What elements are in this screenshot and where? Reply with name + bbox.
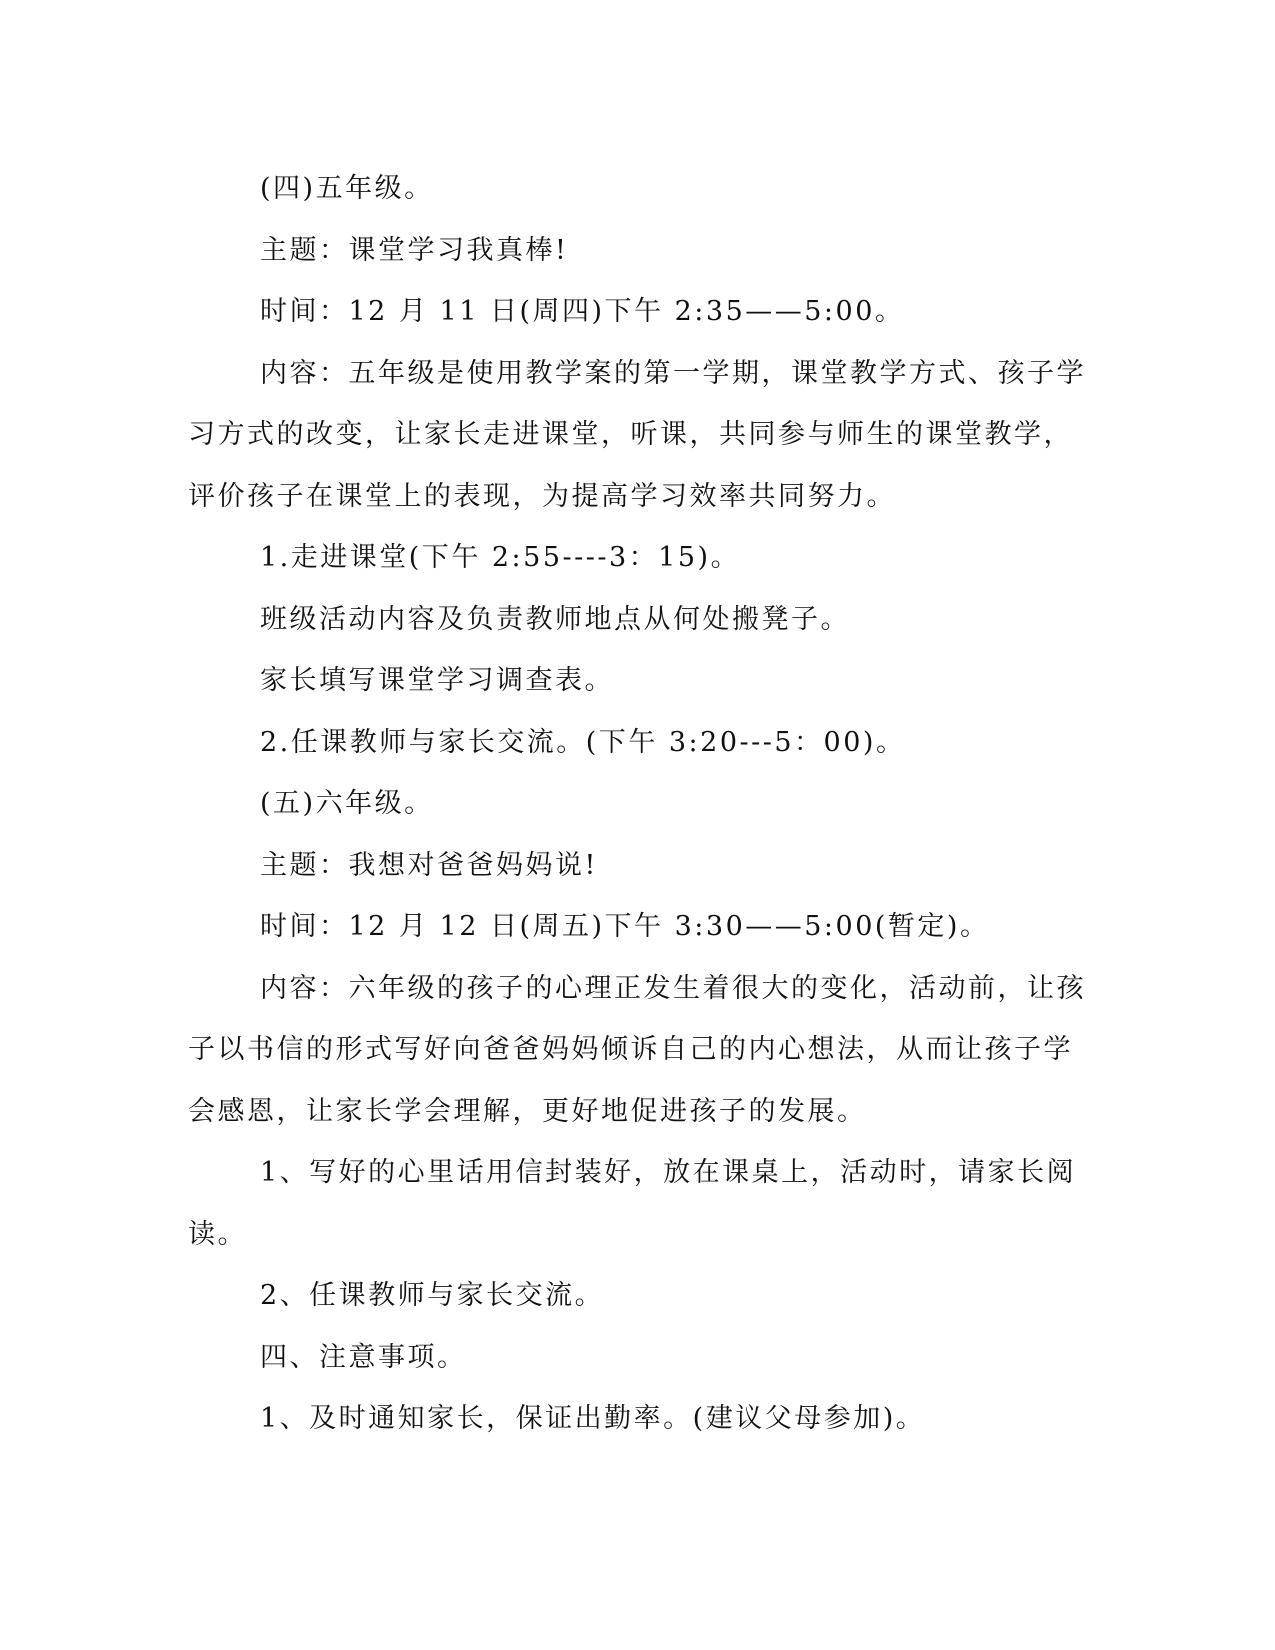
notes-item-1: 1、及时通知家长，保证出勤率。(建议父母参加)。: [260, 1403, 926, 1434]
grade-five-step-1-survey: 家长填写课堂学习调查表。: [260, 665, 614, 696]
grade-five-step-2: 2.任课教师与家长交流。(下午 3:20---5：00)。: [260, 726, 906, 758]
grade-five-time: 时间：12 月 11 日(周四)下午 2:35——5:00。: [260, 296, 905, 327]
grade-five-content-line-2: 习方式的改变，让家长走进课堂，听课，共同参与师生的课堂教学，: [188, 419, 1073, 450]
grade-six-step-1-line-2: 读。: [188, 1218, 247, 1250]
grade-five-step-1-detail: 班级活动内容及负责教师地点从何处搬凳子。: [260, 603, 850, 635]
notes-heading: 四、注意事项。: [260, 1341, 467, 1373]
grade-five-step-1: 1.走进课堂(下午 2:55----3：15)。: [260, 542, 741, 573]
grade-five-heading: (四)五年级。: [260, 173, 434, 204]
grade-six-heading: (五)六年级。: [260, 788, 434, 819]
grade-six-content-line-2: 子以书信的形式写好向爸爸妈妈倾诉自己的内心想法，从而让孩子学: [188, 1034, 1073, 1065]
grade-six-step-2: 2、任课教师与家长交流。: [260, 1280, 605, 1311]
grade-five-content-line-1: 内容：五年级是使用教学案的第一学期，课堂教学方式、孩子学: [260, 357, 1086, 389]
grade-six-theme: 主题：我想对爸爸妈妈说!: [260, 849, 598, 881]
grade-five-content-line-3: 评价孩子在课堂上的表现，为提高学习效率共同努力。: [188, 480, 896, 512]
grade-six-content-line-1: 内容：六年级的孩子的心理正发生着很大的变化，活动前，让孩: [260, 972, 1086, 1004]
grade-six-time: 时间：12 月 12 日(周五)下午 3:30——5:00(暂定)。: [260, 911, 990, 942]
document-body: [188, 158, 1086, 1450]
grade-five-theme: 主题：课堂学习我真棒!: [260, 234, 569, 266]
grade-six-step-1-line-1: 1、写好的心里话用信封装好，放在课桌上，活动时，请家长阅: [260, 1157, 1077, 1188]
grade-six-content-line-3: 会感恩，让家长学会理解，更好地促进孩子的发展。: [188, 1095, 867, 1127]
